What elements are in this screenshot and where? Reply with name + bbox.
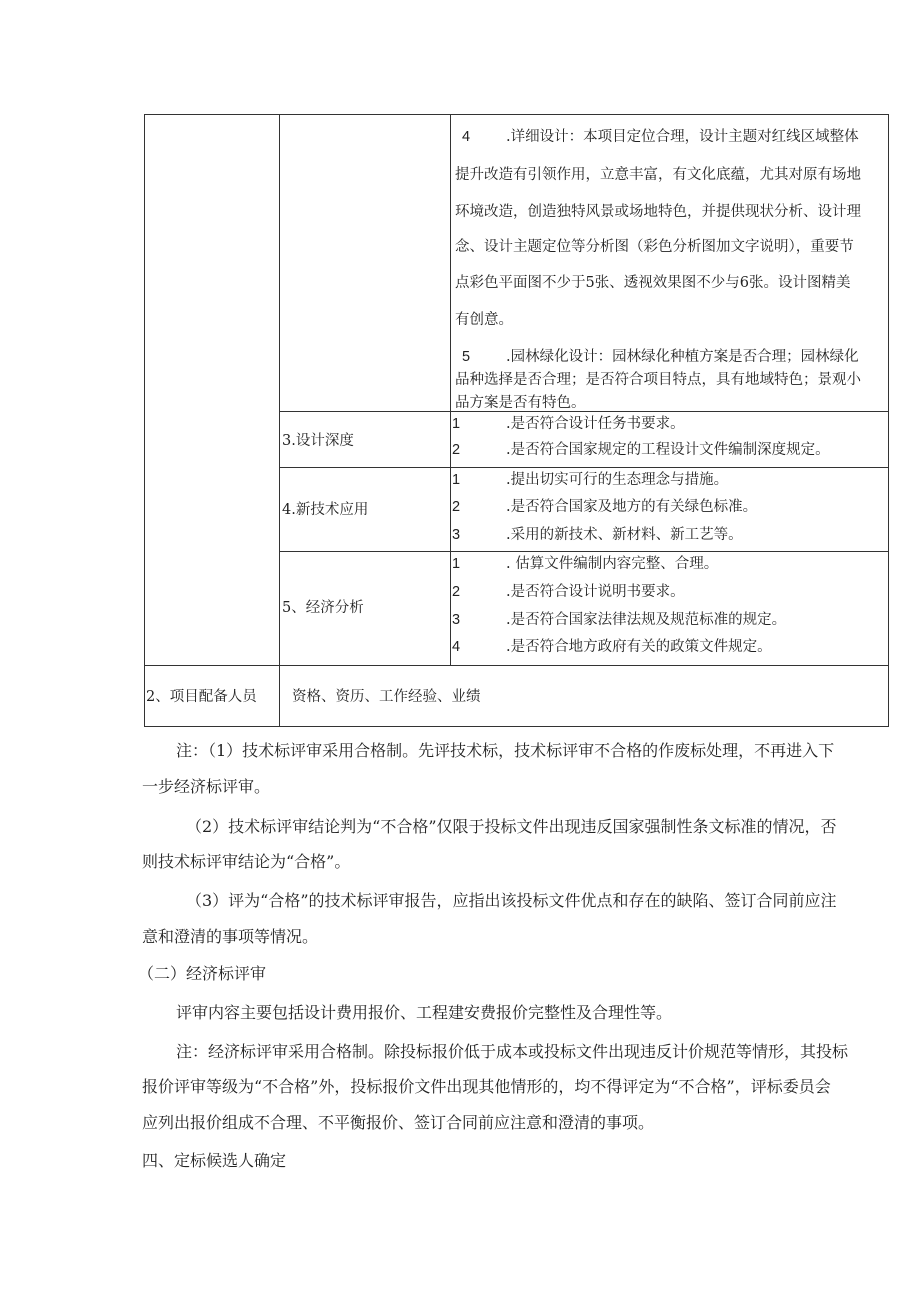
- item-text: .详细设计：本项目定位合理，设计主题对红线区域整体: [506, 129, 859, 145]
- item-text: .是否符合国家及地方的有关绿色标准。: [506, 499, 758, 515]
- item-text: 品方案是否有特色。: [455, 395, 586, 411]
- item-number: 1: [452, 556, 461, 572]
- section-heading: （二）经济标评审: [138, 964, 267, 983]
- item-text: .是否符合设计说明书要求。: [506, 584, 685, 600]
- item-text: .是否符合设计任务书要求。: [506, 416, 685, 432]
- econ-note-line-2: 报价评审等级为“不合格”外，投标报价文件出现其他情形的，均不得评定为“不合格”，评标委员会: [142, 1077, 831, 1096]
- table-border-left: [144, 114, 145, 727]
- item-text: 念、设计主题定位等分析图（彩色分析图加文字说明），重要节: [455, 239, 854, 255]
- item-text: .采用的新技术、新材料、新工艺等。: [506, 527, 743, 543]
- item-text: .园林绿化设计：园林绿化种植方案是否合理；园林绿化: [506, 349, 859, 365]
- table-border-bottom: [144, 726, 889, 727]
- item-text: .是否符合地方政府有关的政策文件规定。: [506, 639, 772, 655]
- note-3-line-2: 意和澄清的事项等情况。: [142, 927, 319, 946]
- item-text: 点彩色平面图不少于5张、透视效果图不少与6张。设计图精美: [455, 275, 851, 291]
- item-number: 4: [452, 639, 461, 655]
- table-border-top: [144, 114, 889, 115]
- item-number: 3: [452, 612, 461, 628]
- item-number: 2: [452, 584, 461, 600]
- table-row-divider: [279, 411, 889, 412]
- section-heading: 四、定标候选人确定: [142, 1151, 287, 1170]
- table-border-right: [888, 114, 889, 727]
- item-text: 有创意。: [455, 312, 513, 328]
- item-number: 5: [462, 349, 471, 365]
- row-label: 3.设计深度: [282, 433, 354, 449]
- econ-note-line-3: 应列出报价组成不合理、不平衡报价、签订合同前应注意和澄清的事项。: [142, 1113, 655, 1132]
- note-2-line-1: （2）技术标评审结论判为“不合格”仅限于投标文件出现违反国家强制性条文标准的情况，否: [186, 817, 837, 836]
- row-content: 资格、资历、工作经验、业绩: [292, 689, 481, 705]
- section-content: 评审内容主要包括设计费用报价、工程建安费报价完整性及合理性等。: [176, 1003, 673, 1022]
- item-text: 提升改造有引领作用，立意丰富，有文化底蕴，尤其对原有场地: [455, 167, 861, 183]
- econ-note-line-1: 注：经济标评审采用合格制。除投标报价低于成本或投标文件出现违反计价规范等情形，其投标: [176, 1042, 849, 1061]
- note-1-line-2: 一步经济标评审。: [142, 777, 271, 796]
- item-text: 环境改造，创造独特风景或场地特色，并提供现状分析、设计理: [455, 204, 861, 220]
- table-row-divider: [279, 551, 889, 552]
- item-number: 2: [452, 499, 461, 515]
- item-text: .提出切实可行的生态理念与措施。: [506, 472, 729, 488]
- item-text: .是否符合国家规定的工程设计文件编制深度规定。: [506, 442, 830, 458]
- note-1-line-1: 注：（1）技术标评审采用合格制。先评技术标，技术标评审不合格的作废标处理，不再进入下: [176, 741, 835, 760]
- item-text: . 估算文件编制内容完整、合理。: [506, 556, 719, 572]
- table-divider-col2: [450, 114, 451, 665]
- row-label: 4.新技术应用: [282, 502, 369, 518]
- table-divider-col1: [279, 114, 280, 727]
- item-number: 4: [462, 129, 471, 145]
- table-row-divider: [279, 467, 889, 468]
- item-number: 1: [452, 472, 461, 488]
- note-2-line-2: 则技术标评审结论为“合格”。: [142, 852, 351, 871]
- row-label: 2、项目配备人员: [146, 689, 257, 705]
- table-row-divider: [144, 665, 889, 666]
- item-text: 品种选择是否合理；是否符合项目特点，具有地域特色；景观小: [455, 372, 861, 388]
- note-3-line-1: （3）评为“合格”的技术标评审报告，应指出该投标文件优点和存在的缺陷、签订合同前应注: [186, 891, 837, 910]
- item-number: 3: [452, 527, 461, 543]
- item-number: 2: [452, 442, 461, 458]
- item-number: 1: [452, 416, 461, 432]
- item-text: .是否符合国家法律法规及规范标准的规定。: [506, 612, 787, 628]
- row-label: 5、经济分析: [282, 600, 364, 616]
